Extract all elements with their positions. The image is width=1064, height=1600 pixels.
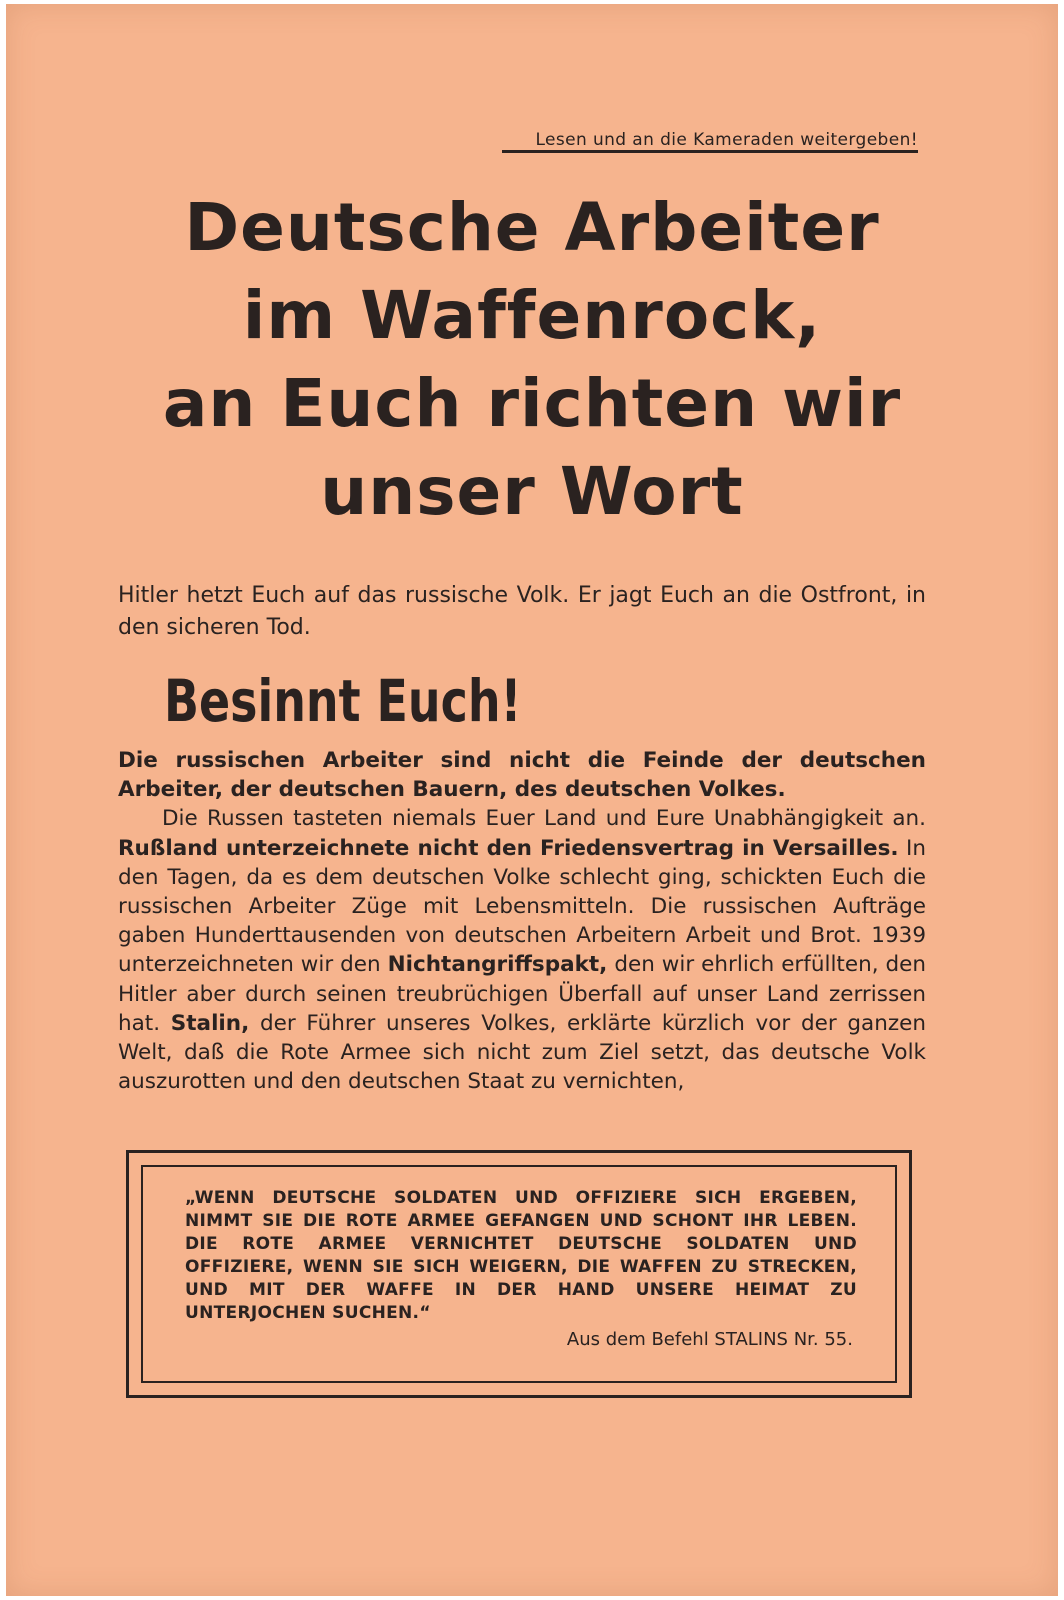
body-paragraph: [118, 804, 926, 1096]
body-sentence-1: Die Russen tasteten niemals Euer Land und Eure Unabhängigkeit an.: [162, 806, 926, 832]
body-bold-versailles: Rußland unterzeichnete nicht den Friedensvertrag in Versailles.: [118, 835, 899, 861]
body-sentence-7: der Führer unseres Volkes, erklärte kürzlich vor der ganzen Welt, daß die Rote Armee sich nicht zum Ziel setzt, das deutsche Volk auszurotten und den deutschen Staat zu vernichten,: [118, 1010, 926, 1095]
body-bold-stalin: Stalin,: [170, 1010, 250, 1036]
headline-line-3: an Euch richten wir: [162, 365, 902, 442]
intro-paragraph: Hitler hetzt Euch auf das russische Volk. Er jagt Euch an die Ostfront, in den sicheren Tod.: [118, 583, 926, 640]
headline: [6, 184, 1058, 536]
quote-source: Aus dem Befehl STALINS Nr. 55.: [566, 1329, 853, 1350]
headline-line-1: Deutsche Arbeiter: [184, 189, 880, 266]
leaflet-page: [6, 4, 1058, 1596]
quote-text: „WENN DEUTSCHE SOLDATEN UND OFFIZIERE SICH ERGEBEN, NIMMT SIE DIE ROTE ARMEE GEFANGEN UND SCHONT IHR LEBEN. DIE ROTE ARMEE VERNICHTET DEUTSCHE SOLDATEN UND OFFIZIERE, WENN SIE SICH WEIGERN, DIE WAFFEN ZU STRECKEN, UND MIT DER WAFFE IN DER HAND UNSERE HEIMAT ZU UNTERJOCHEN SUCHEN.“: [185, 1188, 857, 1323]
header-note: Lesen und an die Kameraden weitergeben!: [502, 130, 918, 153]
lead-paragraph: Die russischen Arbeiter sind nicht die Feinde der deutschen Arbeiter, der deutschen Bauern, des deutschen Volkes.: [118, 748, 926, 803]
quote-box: [126, 1150, 912, 1398]
subheadline: Besinnt Euch!: [164, 667, 522, 735]
body-bold-pact: Nichtangriffspakt,: [387, 952, 608, 978]
body-text: [118, 746, 926, 1096]
body-sentence-5: den wir ehrlich erfüllten, den Hitler aber durch seinen treubrüchigen Überfall auf unser Land zerrissen hat.: [118, 952, 926, 1036]
headline-line-4: unser Wort: [320, 453, 744, 530]
body-sentence-3: In den Tagen, da es dem deutschen Volke schlecht ging, schickten Euch die russischen Arbeiter Züge mit Lebensmitteln. Die russischen Aufträge gaben Hunderttausenden von deutschen Arbeitern Arbeit und Brot. 1939 unterzeichneten wir den: [118, 835, 926, 978]
headline-line-2: im Waffenrock,: [242, 277, 822, 354]
